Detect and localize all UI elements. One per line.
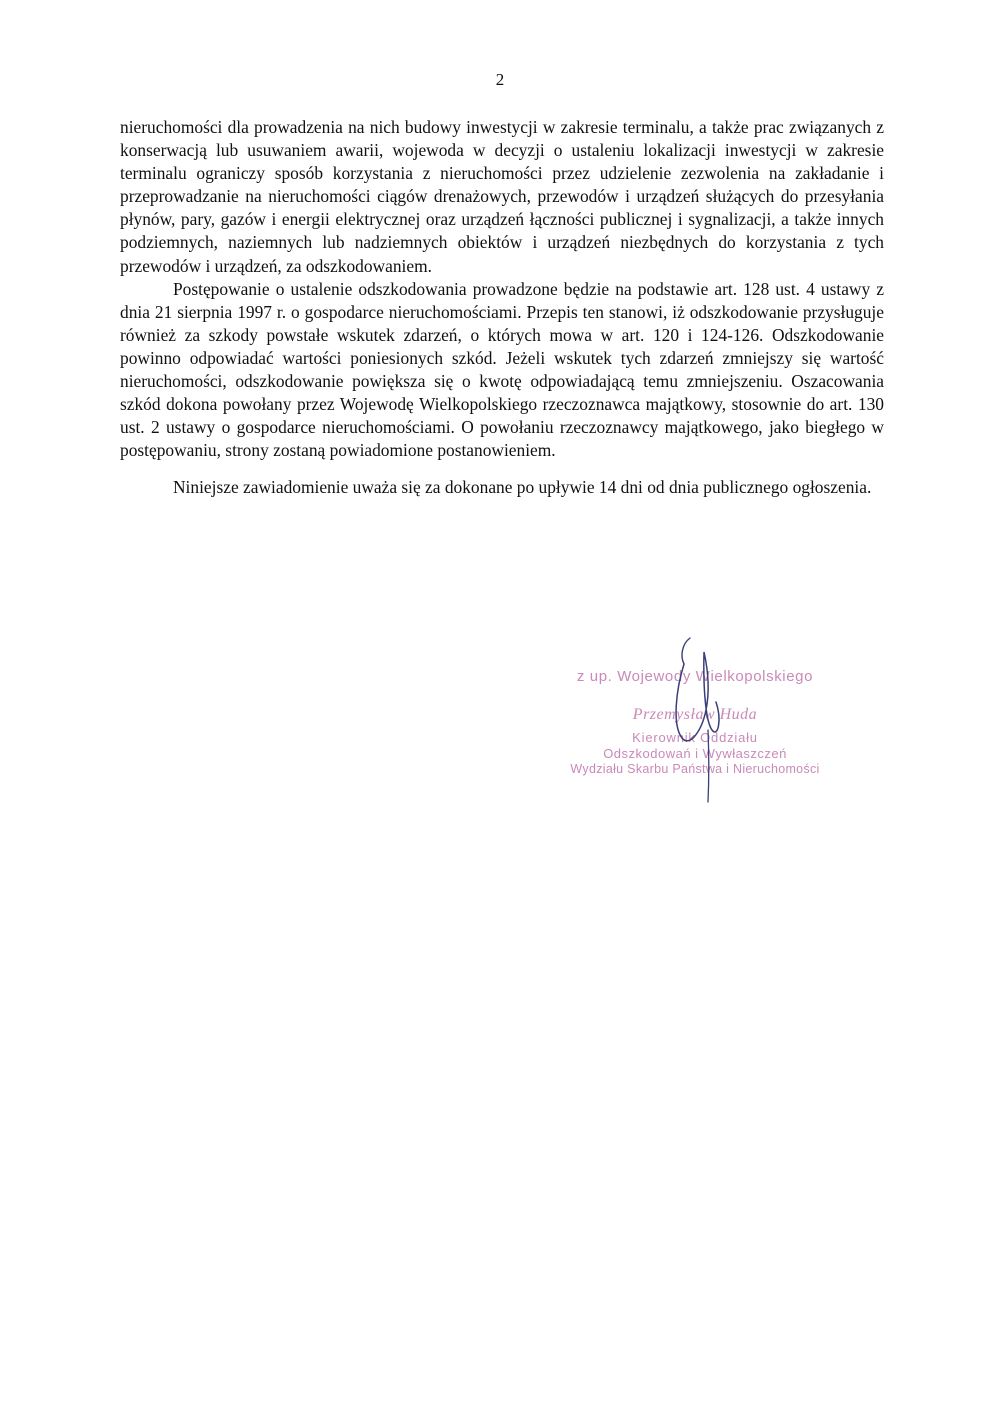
page-number: 2	[495, 70, 505, 89]
handwritten-signature	[660, 630, 740, 810]
paragraph-3: Niniejsze zawiadomienie uważa się za dokonane po upływie 14 dni od dnia publicznego ogłoszenia.	[173, 477, 872, 498]
stamp-department: Wydziału Skarbu Państwa i Nieruchomości	[570, 762, 820, 776]
paragraph-2: Postępowanie o ustalenie odszkodowania prowadzone będzie na podstawie art. 128 ust. 4 ustawy z dnia 21 sierpnia 1997 r. o gospodarce nieruchomościami. Przepis ten stanowi, iż odszkodowanie przysługuje również za szkody powstałe wskutek zdarzeń, o których mowa w art. 120 i 124-126. Odszkodowanie powinno odpowiadać wartości poniesionych szkód. Jeżeli wskutek tych zdarzeń zmniejszy się wartość nieruchomości, odszkodowanie powiększa się o kwotę odpowiadającą temu zmniejszeniu. Oszacowania szkód dokona powołany przez Wojewodę Wielkopolskiego rzeczoznawca majątkowy, stosownie do art. 130 ust. 2 ustawy o gospodarce nieruchomościami. O powołaniu rzeczoznawcy majątkowego, jako biegłego w postępowaniu, strony zostaną powiadomione postanowieniem.	[120, 278, 884, 461]
stamp-unit: Odszkodowań i Wywłaszczeń	[603, 746, 787, 761]
stamp-signatory-name: Przemysław Huda	[632, 706, 758, 723]
stamp-authority-line: z up. Wojewody Wielkopolskiego	[576, 668, 814, 685]
document-body	[120, 116, 884, 500]
stamp-position: Kierownik Oddziału	[632, 730, 758, 745]
paragraph-1: nieruchomości dla prowadzenia na nich budowy inwestycji w zakresie terminalu, a także prac związanych z konserwacją lub usuwaniem awarii, wojewoda w decyzji o ustaleniu lokalizacji inwestycji w zakresie terminalu ograniczy sposób korzystania z nieruchomości przez udzielenie zezwolenia na zakładanie i przeprowadzanie na nieruchomości ciągów drenażowych, przewodów i urządzeń służących do przesyłania płynów, pary, gazów i energii elektrycznej oraz urządzeń łączności publicznej i sygnalizacji, a także innych podziemnych, naziemnych lub nadziemnych obiektów i urządzeń niezbędnych do korzystania z tych przewodów i urządzeń, za odszkodowaniem.	[120, 117, 884, 276]
